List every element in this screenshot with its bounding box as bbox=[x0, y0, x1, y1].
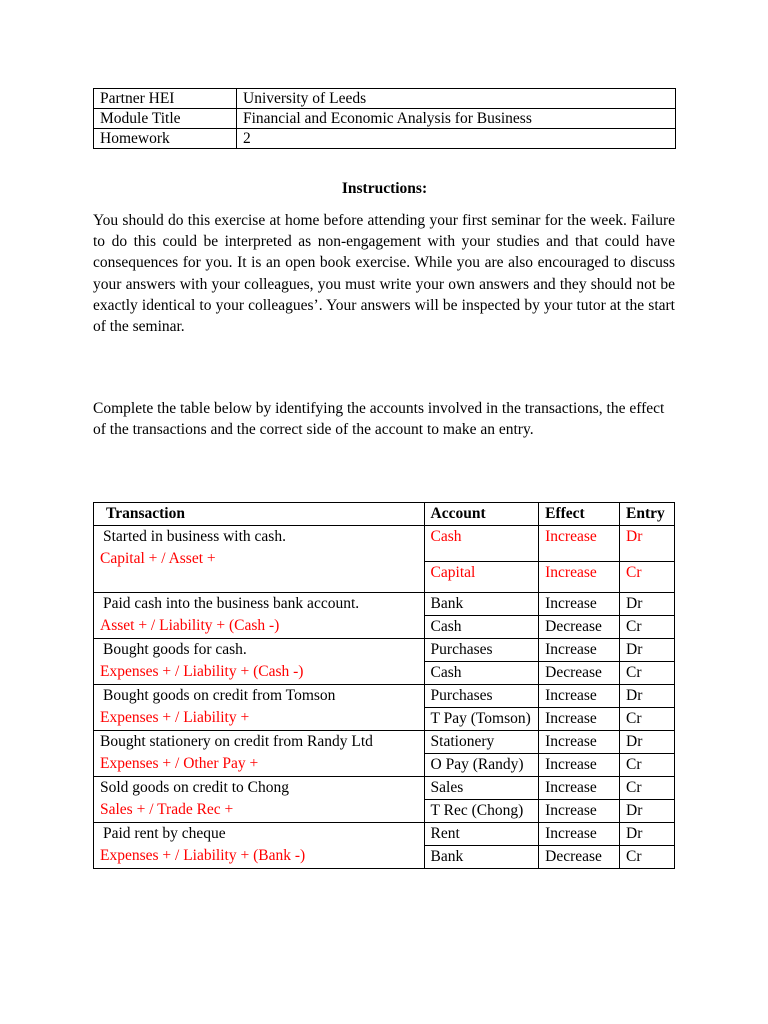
transaction-analysis: Expenses + / Other Pay + bbox=[100, 755, 259, 772]
transaction-analysis: Asset + / Liability + (Cash -) bbox=[100, 617, 280, 634]
account-cell: Cash bbox=[424, 526, 539, 562]
account-cell: Stationery bbox=[424, 731, 539, 754]
account-cell: Cash bbox=[424, 616, 539, 639]
info-label: Partner HEI bbox=[94, 89, 237, 109]
table-row bbox=[94, 731, 675, 754]
entry-cell: Cr bbox=[620, 616, 675, 639]
effect-cell: Increase bbox=[539, 526, 620, 562]
entry-cell: Dr bbox=[620, 526, 675, 562]
transactions-table bbox=[93, 502, 675, 869]
info-value: University of Leeds bbox=[237, 89, 676, 109]
transaction-analysis: Expenses + / Liability + bbox=[100, 709, 250, 726]
table-row bbox=[94, 823, 675, 846]
table-row bbox=[94, 685, 675, 708]
transaction-text: Paid rent by cheque bbox=[103, 825, 226, 842]
entry-cell: Cr bbox=[620, 846, 675, 869]
account-cell: T Pay (Tomson) bbox=[424, 708, 539, 731]
entry-cell: Dr bbox=[620, 800, 675, 823]
transaction-cell bbox=[94, 639, 425, 685]
entry-cell: Dr bbox=[620, 593, 675, 616]
table-row bbox=[94, 593, 675, 616]
effect-cell: Increase bbox=[539, 562, 620, 593]
effect-cell: Decrease bbox=[539, 846, 620, 869]
transaction-analysis: Expenses + / Liability + (Bank -) bbox=[100, 847, 306, 864]
info-label: Homework bbox=[94, 129, 237, 149]
table-row bbox=[94, 777, 675, 800]
instructions-paragraph: You should do this exercise at home before attending your first seminar for the week. Failure to do this could be interpreted as non-engagement with your studies and that could have consequences for you. It is an open book exercise. While you are also encouraged to discuss your answers with your colleagues, you must write your own answers and they should not be exactly identical to your colleagues’. Your answers will be inspected by your tutor at the start of the seminar. bbox=[93, 212, 675, 336]
effect-cell: Increase bbox=[539, 800, 620, 823]
entry-cell: Dr bbox=[620, 639, 675, 662]
transaction-cell bbox=[94, 731, 425, 777]
account-cell: Bank bbox=[424, 593, 539, 616]
table-row bbox=[94, 526, 675, 562]
header-effect: Effect bbox=[539, 503, 620, 526]
transaction-text: Bought goods for cash. bbox=[103, 641, 247, 658]
transaction-analysis: Capital + / Asset + bbox=[100, 550, 216, 567]
account-cell: Cash bbox=[424, 662, 539, 685]
account-cell: Capital bbox=[424, 562, 539, 593]
header-account: Account bbox=[424, 503, 539, 526]
entry-cell: Cr bbox=[620, 754, 675, 777]
info-row-homework bbox=[94, 129, 676, 149]
info-label: Module Title bbox=[94, 109, 237, 129]
entry-cell: Dr bbox=[620, 823, 675, 846]
effect-cell: Increase bbox=[539, 708, 620, 731]
transaction-text: Sold goods on credit to Chong bbox=[100, 779, 290, 796]
transaction-analysis: Expenses + / Liability + (Cash -) bbox=[100, 663, 304, 680]
effect-cell: Increase bbox=[539, 685, 620, 708]
task-paragraph: Complete the table below by identifying the accounts involved in the transactions, the effect of the transactions and the correct side of the account to make an entry. bbox=[93, 400, 665, 439]
transaction-text: Started in business with cash. bbox=[103, 528, 286, 545]
effect-cell: Decrease bbox=[539, 662, 620, 685]
effect-cell: Increase bbox=[539, 593, 620, 616]
effect-cell: Increase bbox=[539, 731, 620, 754]
transaction-text: Bought stationery on credit from Randy Ltd bbox=[100, 733, 373, 750]
entry-cell: Cr bbox=[620, 562, 675, 593]
account-cell: Purchases bbox=[424, 639, 539, 662]
effect-cell: Increase bbox=[539, 823, 620, 846]
effect-cell: Decrease bbox=[539, 616, 620, 639]
module-info-table bbox=[93, 88, 676, 149]
account-cell: T Rec (Chong) bbox=[424, 800, 539, 823]
header-transaction: Transaction bbox=[94, 503, 425, 526]
transaction-text: Bought goods on credit from Tomson bbox=[103, 687, 336, 704]
transaction-cell bbox=[94, 593, 425, 639]
header-entry: Entry bbox=[620, 503, 675, 526]
account-cell: Rent bbox=[424, 823, 539, 846]
entry-cell: Cr bbox=[620, 708, 675, 731]
transaction-cell bbox=[94, 526, 425, 593]
transaction-cell bbox=[94, 777, 425, 823]
transaction-cell bbox=[94, 685, 425, 731]
info-row-module bbox=[94, 109, 676, 129]
transaction-cell bbox=[94, 823, 425, 869]
entry-cell: Dr bbox=[620, 685, 675, 708]
entry-cell: Cr bbox=[620, 662, 675, 685]
table-row bbox=[94, 639, 675, 662]
instructions-heading: Instructions: bbox=[341, 180, 428, 197]
info-row-partner bbox=[94, 89, 676, 109]
effect-cell: Increase bbox=[539, 639, 620, 662]
table-header-row bbox=[94, 503, 675, 526]
info-value: Financial and Economic Analysis for Business bbox=[237, 109, 676, 129]
entry-cell: Dr bbox=[620, 731, 675, 754]
account-cell: Sales bbox=[424, 777, 539, 800]
effect-cell: Increase bbox=[539, 754, 620, 777]
transaction-text: Paid cash into the business bank account. bbox=[103, 595, 360, 612]
transaction-analysis: Sales + / Trade Rec + bbox=[100, 801, 234, 818]
effect-cell: Increase bbox=[539, 777, 620, 800]
account-cell: Purchases bbox=[424, 685, 539, 708]
info-value: 2 bbox=[237, 129, 676, 149]
entry-cell: Cr bbox=[620, 777, 675, 800]
account-cell: O Pay (Randy) bbox=[424, 754, 539, 777]
account-cell: Bank bbox=[424, 846, 539, 869]
